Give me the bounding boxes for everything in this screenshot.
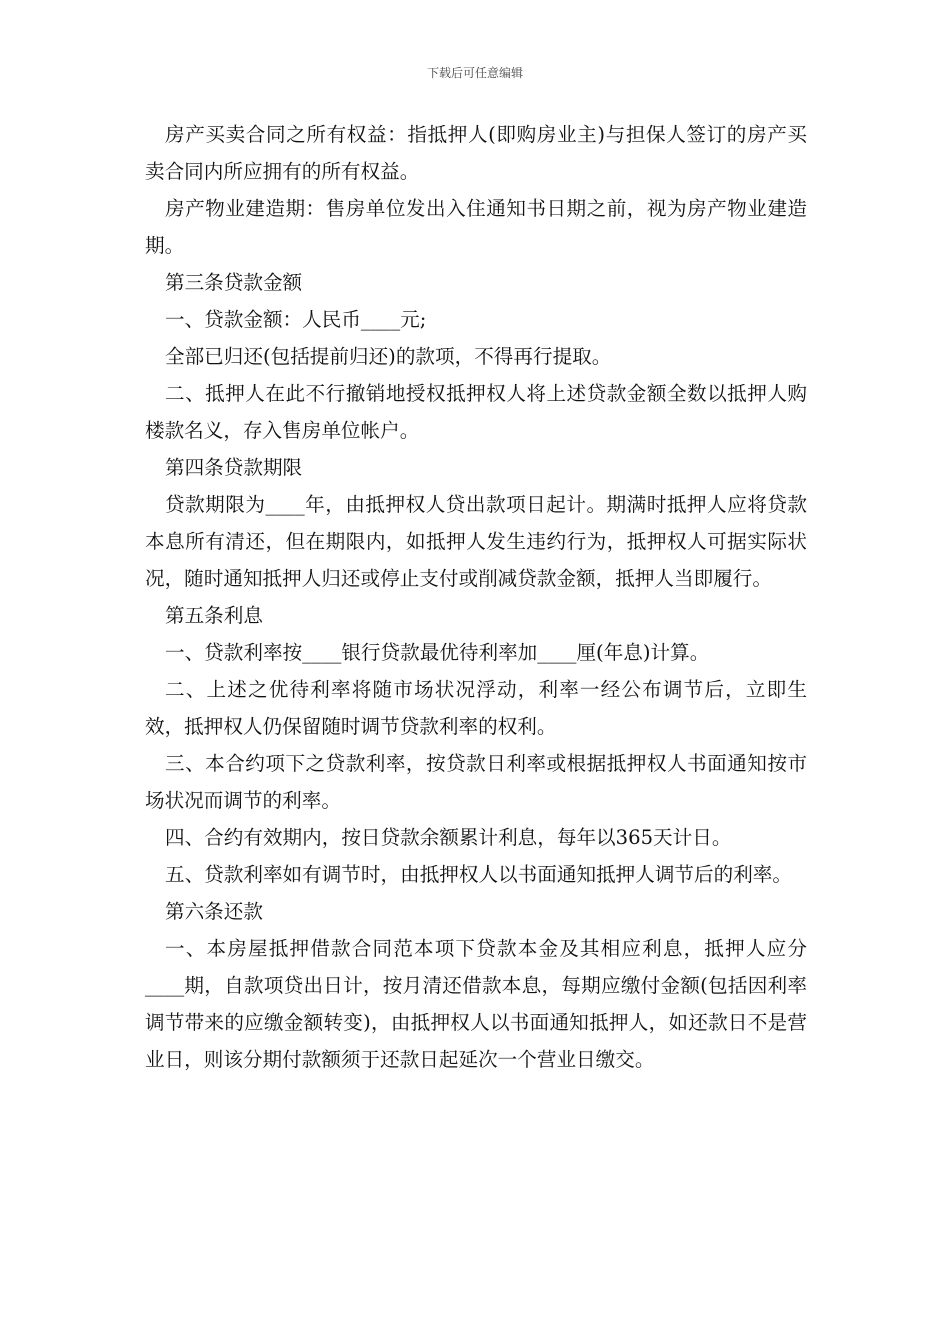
paragraph-interest-rate: 一、贷款利率按____银行贷款最优待利率加____厘(年息)计算。 xyxy=(165,641,710,664)
section-heading-article-4: 第四条贷款期限 xyxy=(165,456,303,479)
document-body xyxy=(145,116,807,1078)
section-heading-article-3: 第三条贷款金额 xyxy=(165,271,303,294)
page-header: 下载后可任意编辑 xyxy=(426,66,523,80)
paragraph-property-rights: 房产买卖合同之所有权益：指抵押人(即购房业主)与担保人签订的房产买卖合同内所应拥有的所有权益。 xyxy=(145,123,807,183)
paragraph-repayment: 一、本房屋抵押借款合同范本项下贷款本金及其相应利息，抵押人应分____期，自款项贷出日计，按月清还借款本息，每期应缴付金额(包括因利率调节带来的应缴金额转变)，由抵押权人以书面通知抵押人，如还款日不是营业日，则该分期付款额须于还款日起延次一个营业日缴交。 xyxy=(145,937,807,1071)
paragraph-interest-accrual: 四、合约有效期内，按日贷款余额累计利息，每年以365天计日。 xyxy=(165,826,732,849)
paragraph-authorization: 二、抵押人在此不行撤销地授权抵押权人将上述贷款金额全数以抵押人购楼款名义，存入售房单位帐户。 xyxy=(145,382,807,442)
paragraph-construction-period: 房产物业建造期：售房单位发出入住通知书日期之前，视为房产物业建造期。 xyxy=(145,197,807,257)
paragraph-loan-term: 贷款期限为____年，由抵押权人贷出款项日起计。期满时抵押人应将贷款本息所有清还，但在期限内，如抵押人发生违约行为，抵押权人可据实际状况，随时通知抵押人归还或停止支付或削减贷款金额，抵押人当即履行。 xyxy=(145,493,807,590)
paragraph-repaid-no-withdraw: 全部已归还(包括提前归还)的款项，不得再行提取。 xyxy=(165,345,612,368)
section-heading-article-6: 第六条还款 xyxy=(165,900,263,923)
paragraph-rate-floating: 二、上述之优待利率将随市场状况浮动，利率一经公布调节后，立即生效，抵押权人仍保留随时调节贷款利率的权利。 xyxy=(145,678,807,738)
paragraph-rate-notice: 五、贷款利率如有调节时，由抵押权人以书面通知抵押人调节后的利率。 xyxy=(165,863,792,886)
section-heading-article-5: 第五条利息 xyxy=(165,604,263,627)
paragraph-rate-basis: 三、本合约项下之贷款利率，按贷款日利率或根据抵押权人书面通知按市场状况而调节的利率。 xyxy=(145,752,807,812)
paragraph-loan-amount: 一、贷款金额：人民币____元; xyxy=(165,308,427,331)
